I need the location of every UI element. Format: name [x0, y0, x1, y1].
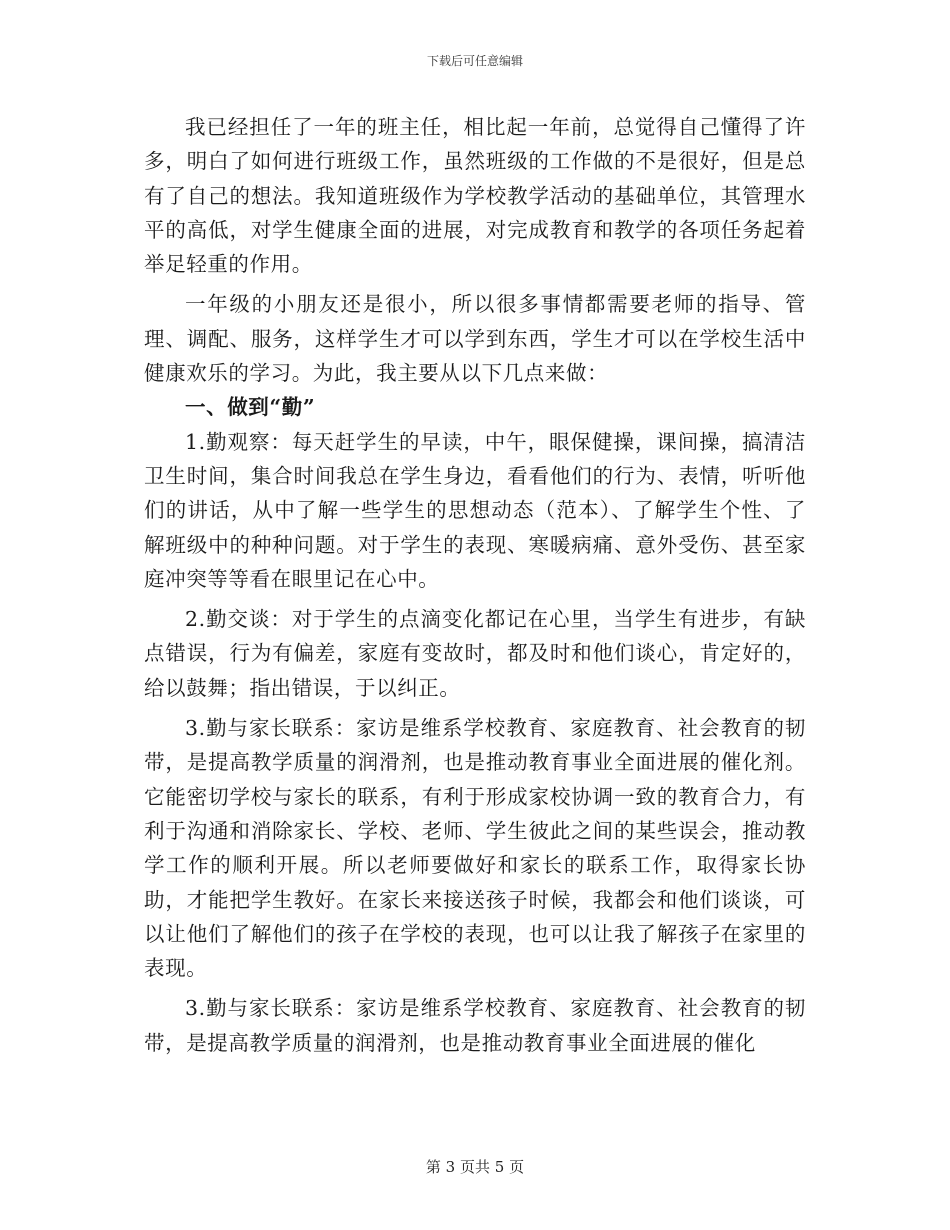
page-footer: 第 3 页共 5 页	[425, 1158, 525, 1176]
page-header: 下载后可任意编辑	[426, 54, 523, 68]
paragraph-parents-repeat: 3.勤与家长联系：家访是维系学校教育、家庭教育、社会教育的韧带，是提高教学质量的润滑剂，也是推动教育事业全面进展的催化	[144, 996, 806, 1055]
section-heading: 一、做到“勤”	[185, 395, 316, 420]
paragraph-first-grade: 一年级的小朋友还是很小，所以很多事情都需要老师的指导、管理、调配、服务，这样学生才可以学到东西，学生才可以在学校生活中健康欢乐的学习。为此，我主要从以下几点来做：	[144, 292, 806, 386]
paragraph-intro: 我已经担任了一年的班主任，相比起一年前，总觉得自己懂得了许多，明白了如何进行班级工作，虽然班级的工作做的不是很好，但是总有了自己的想法。我知道班级作为学校教学活动的基础单位，其管理水平的高低，对学生健康全面的进展，对完成教育和教学的各项任务起着举足轻重的作用。	[144, 115, 806, 277]
document-body	[144, 110, 806, 1060]
paragraph-parents: 3.勤与家长联系：家访是维系学校教育、家庭教育、社会教育的韧带，是提高教学质量的润滑剂，也是推动教育事业全面进展的催化剂。它能密切学校与家长的联系，有利于形成家校协调一致的教育合力，有利于沟通和消除家长、学校、老师、学生彼此之间的某些误会，推动教学工作的顺利开展。所以老师要做好和家长的联系工作，取得家长协助，才能把学生教好。在家长来接送孩子时候，我都会和他们谈谈，可以让他们了解他们的孩子在学校的表现，也可以让我了解孩子在家里的表现。	[144, 716, 806, 981]
paragraph-talk: 2.勤交谈：对于学生的点滴变化都记在心里，当学生有进步，有缺点错误，行为有偏差，家庭有变故时，都及时和他们谈心，肯定好的，给以鼓舞；指出错误，于以纠正。	[144, 607, 806, 700]
paragraph-observe: 1.勤观察：每天赶学生的早读，中午，眼保健操，课间操，搞清洁卫生时间，集合时间我总在学生身边，看看他们的行为、表情，听听他们的讲话，从中了解一些学生的思想动态（范本）、了解学生个性、了解班级中的种种问题。对于学生的表现、寒暖病痛、意外受伤、甚至家庭冲突等等看在眼里记在心中。	[144, 429, 806, 591]
